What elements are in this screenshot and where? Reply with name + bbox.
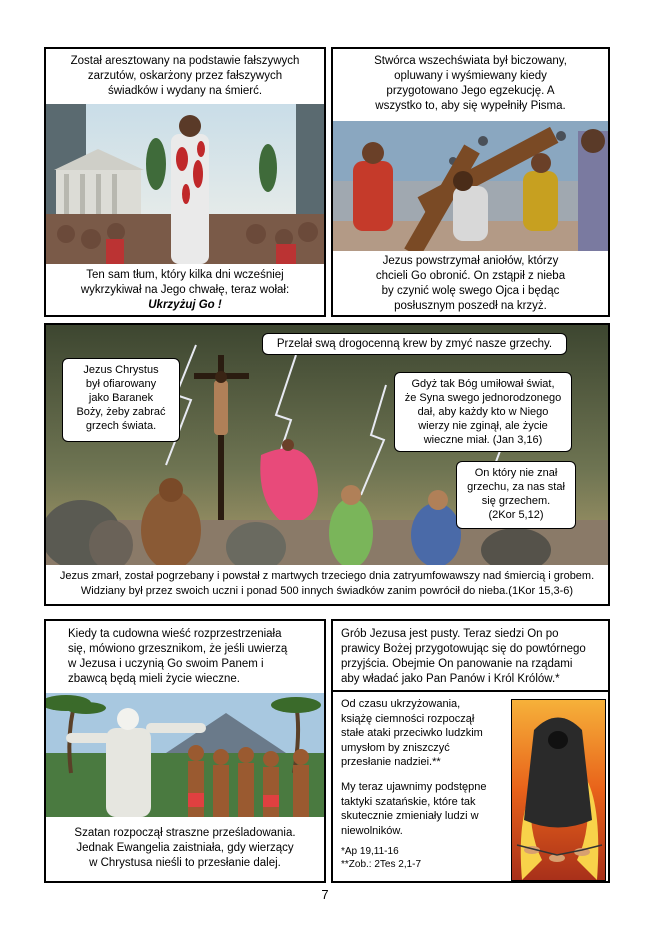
panel-scourging: [331, 47, 610, 317]
satan-fire-illustration: [511, 699, 606, 881]
panel3-bottom-caption: Jezus zmarł, został pogrzebany i powstał z martwych trzeciego dnia zatryumfowawszy nad śmiercią i grobem. Widziany był przez swoich uczni i ponad 500 innych świadków zanim powrócił do nieba.(1Kor 15,3-6): [59, 570, 595, 597]
panel5-side-text-1: Od czasu ukrzyżowania, książę ciemności rozpoczął stałe ataki przeciwko ludzkim umysłom by zniszczyć przesłanie nadziei.**: [341, 698, 483, 768]
panel5-side-text-2: My teraz ujawnimy podstępne taktyki szatańskie, które tak skutecznie zmieniały ludzi w niewolników.: [341, 781, 487, 837]
panel3-banner: Przelał swą drogocenną krew by zmyć nasze grzechy.: [262, 333, 567, 355]
panel1-illustration: [46, 104, 324, 264]
panel2-illustration: [333, 121, 608, 251]
panel-arrest: [44, 47, 326, 317]
john-3-16-bubble: Gdyż tak Bóg umiłował świat, że Syna swego jednorodzonego dał, aby każdy kto w Niego wierzy nie zginął, ale życie wieczne miał. (Jan 3,16): [394, 372, 572, 452]
crucify-shout: Ukrzyżuj Go !: [148, 299, 222, 311]
lamb-of-god-bubble: Jezus Chrystus był ofiarowany jako Baranek Boży, żeby zabrać grzech świata.: [62, 358, 180, 442]
panel5-divider: [333, 690, 608, 692]
panel4-illustration: [46, 693, 324, 817]
panel1-bottom-caption: Ten sam tłum, który kilka dni wcześniej wykrzykiwał na Jego chwałę, teraz wołał: Ukrzyżuj Go !: [50, 268, 320, 313]
panel4-bottom-caption: Szatan rozpoczął straszne prześladowania. Jednak Ewangelia zaistniała, gdy wierzący w Chrystusa nieśli to przesłanie dalej.: [74, 827, 296, 869]
2kor-bubble: On który nie znał grzechu, za nas stał się grzechem. (2Kor 5,12): [456, 461, 576, 529]
panel-empty-tomb: [331, 619, 610, 883]
panel5-footnotes: *Ap 19,11-16 **Zob.: 2Tes 2,1-7: [341, 846, 422, 870]
panel2-bottom-caption: Jezus powstrzymał aniołów, którzy chcieli Go obronić. On zstąpił z nieba by czynić wolę swego Ojca i będąc posłusznym poszedł na krzyż.: [375, 255, 566, 312]
panel2-top-caption: Stwórca wszechświata był biczowany, opluwany i wyśmiewany kiedy przygotowano Jego egzekucję. A wszystko to, aby się wypełniły Pisma.: [374, 55, 567, 112]
panel-gospel-spread: [44, 619, 326, 883]
panel5-top-caption: Grób Jezusa jest pusty. Teraz siedzi On po prawicy Bożej przygotowując się do powtórnego przyjścia. Obejmie On panowanie na rządami aby władać jako Pan Panów i Król Królów.*: [341, 628, 586, 685]
panel4-top-caption: Kiedy ta cudowna wieść rozprzestrzeniała się, mówiono grzesznikom, że jeśli uwierzą w Jezusa i uczynią Go swoim Panem i zbawcą będą mieli życie wieczne.: [68, 628, 288, 685]
page-number: 7: [321, 887, 329, 902]
panel1-top-caption: Został aresztowany na podstawie fałszywych zarzutów, oskarżony przez fałszywych świadków i wydany na śmierć.: [70, 55, 300, 97]
panel-crucifixion: [44, 323, 610, 606]
